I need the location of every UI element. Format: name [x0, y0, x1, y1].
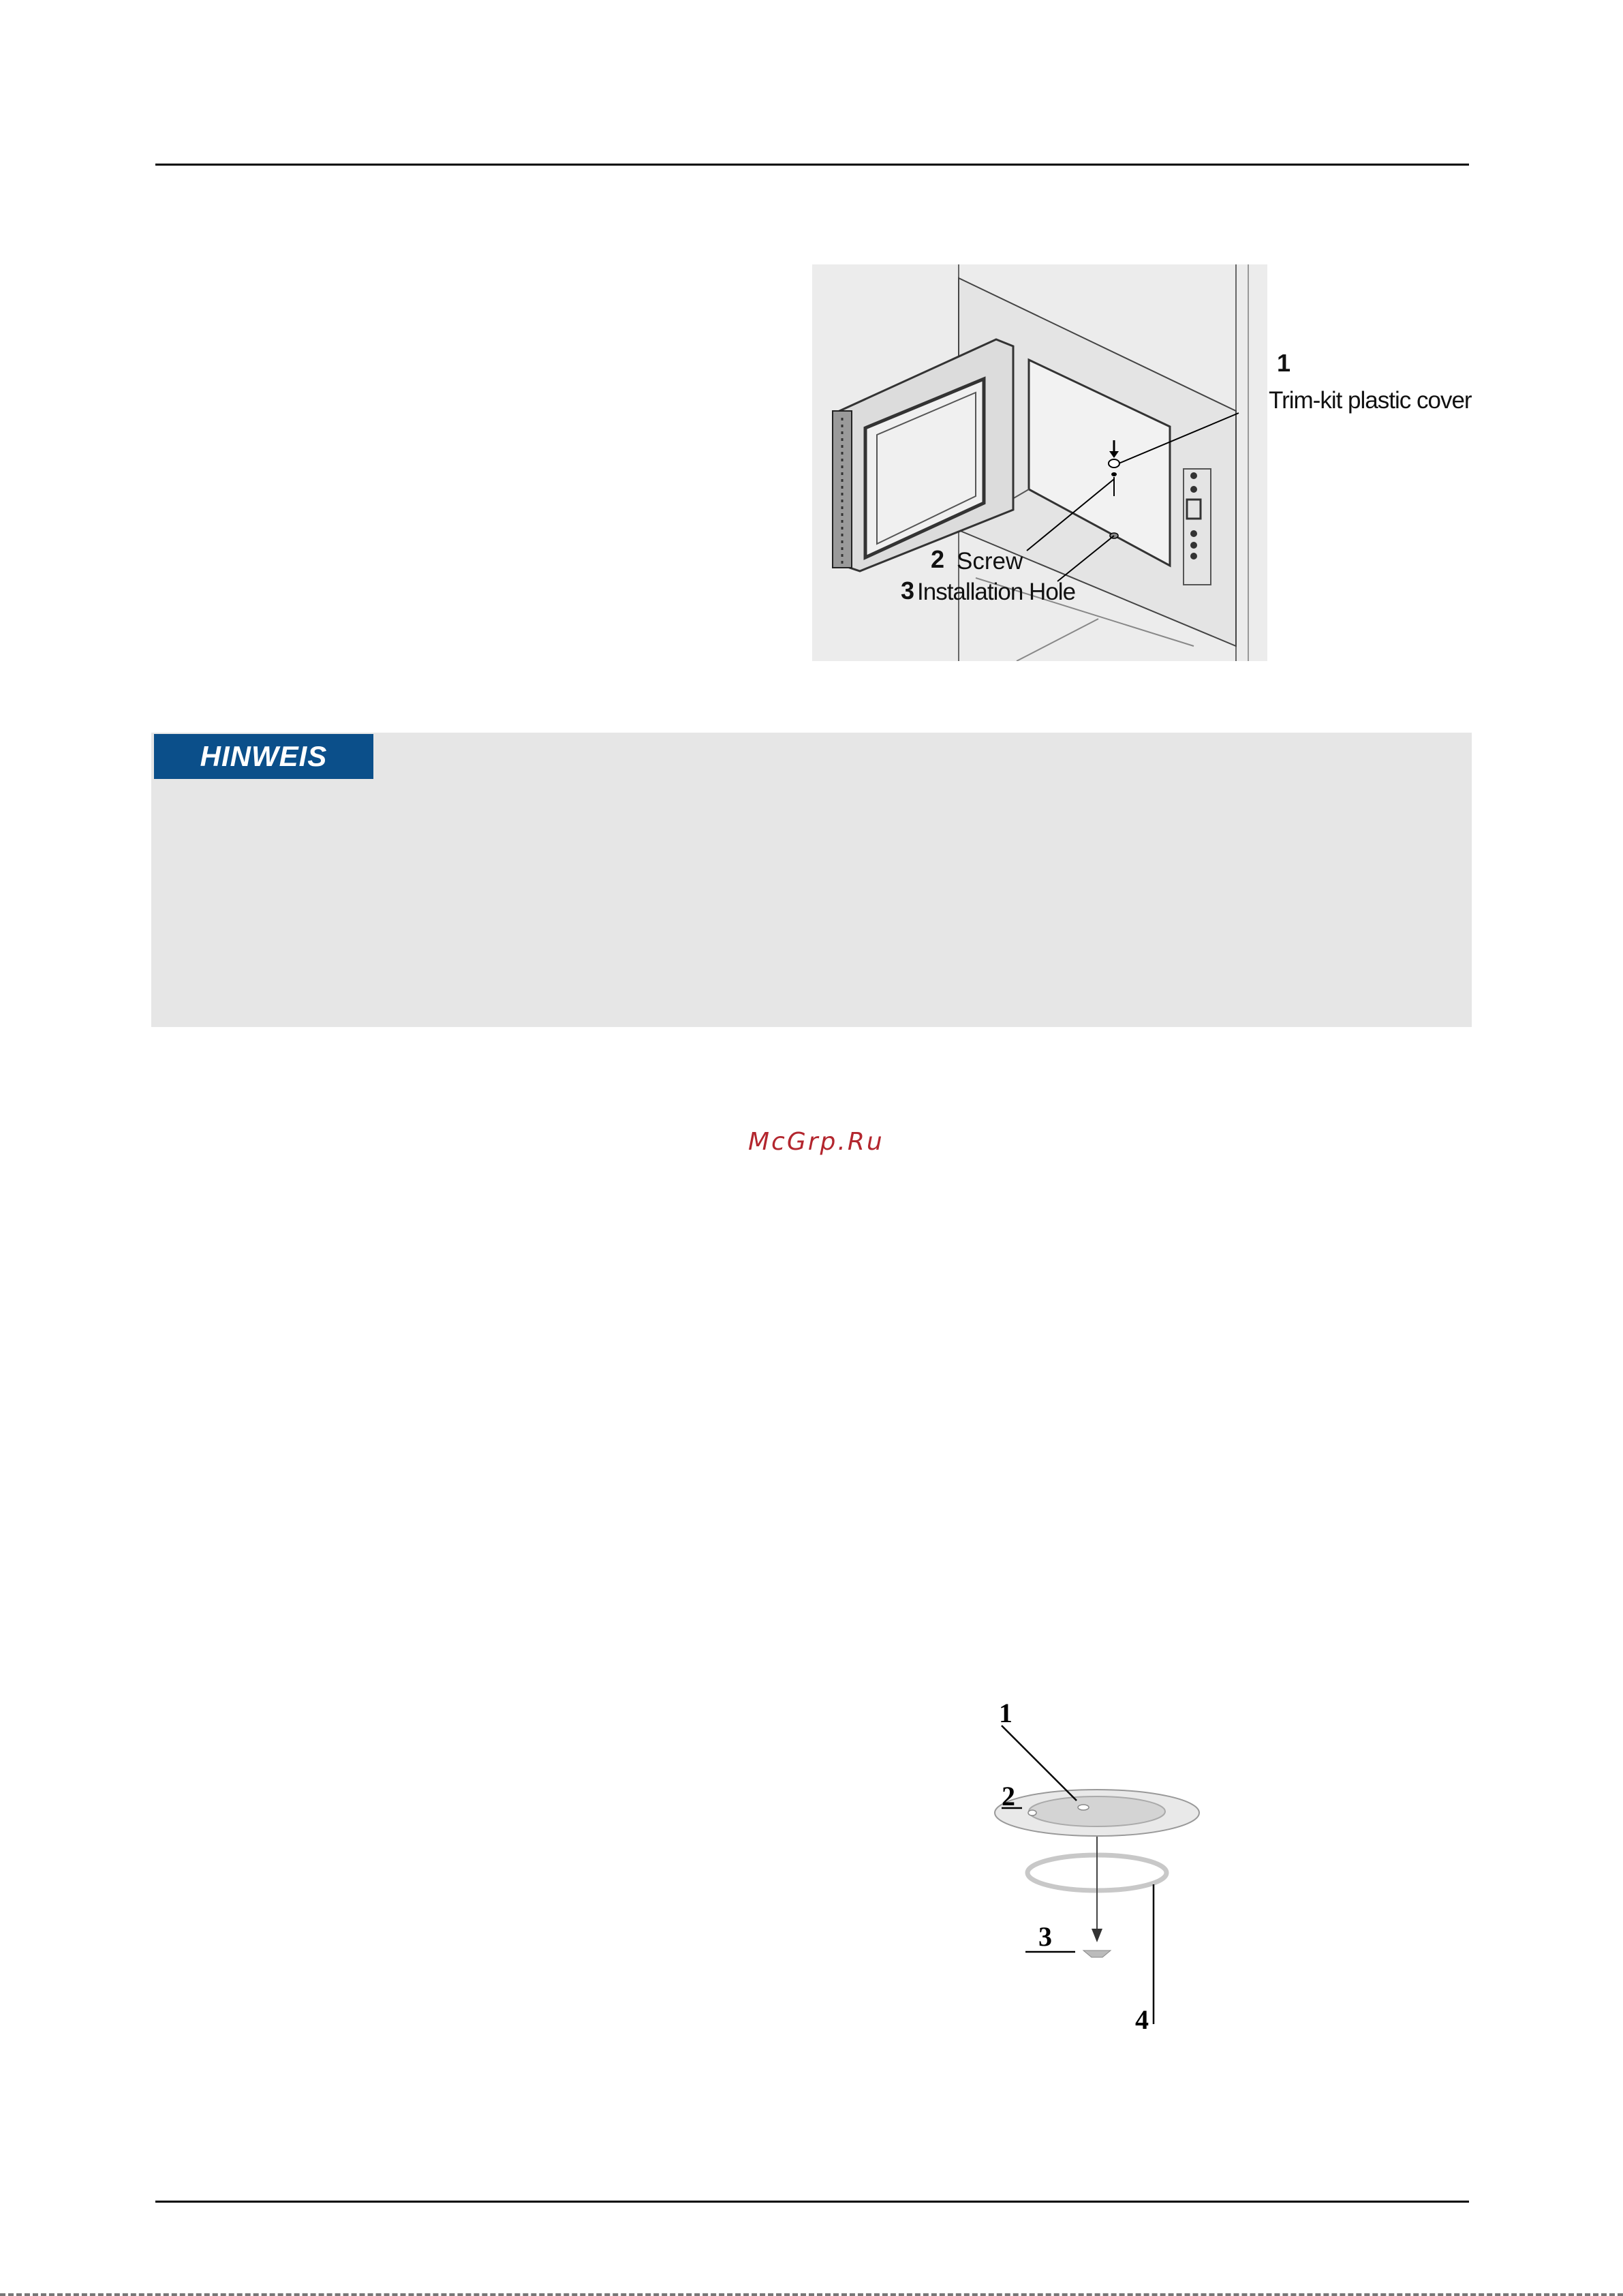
- turntable-callout-2: 2: [1002, 1781, 1015, 1811]
- callout-3-label: Installation Hole: [917, 579, 1076, 605]
- turntable-callout-4: 4: [1135, 2004, 1149, 2035]
- page-edge-dashed-line: [0, 2293, 1623, 2296]
- note-tag: HINWEIS: [154, 734, 373, 779]
- header-rule: [155, 164, 1469, 166]
- turntable-callout-1: 1: [999, 1698, 1013, 1728]
- callout-3-number: 3: [901, 577, 915, 604]
- note-box: [151, 733, 1472, 1027]
- watermark: McGrp.Ru: [748, 1128, 884, 1156]
- callout-2-number: 2: [931, 545, 945, 573]
- turntable-callout-3: 3: [1038, 1921, 1052, 1952]
- trim-kit-installation-figure: [812, 264, 1472, 661]
- callout-1-label: Trim-kit plastic cover: [1269, 387, 1472, 414]
- footer-rule: [155, 2201, 1469, 2203]
- turntable-illustration: [954, 1697, 1226, 2051]
- turntable-figure: [954, 1697, 1226, 2051]
- callout-2-label: Screw: [957, 548, 1023, 575]
- callout-1-number: 1: [1277, 349, 1291, 377]
